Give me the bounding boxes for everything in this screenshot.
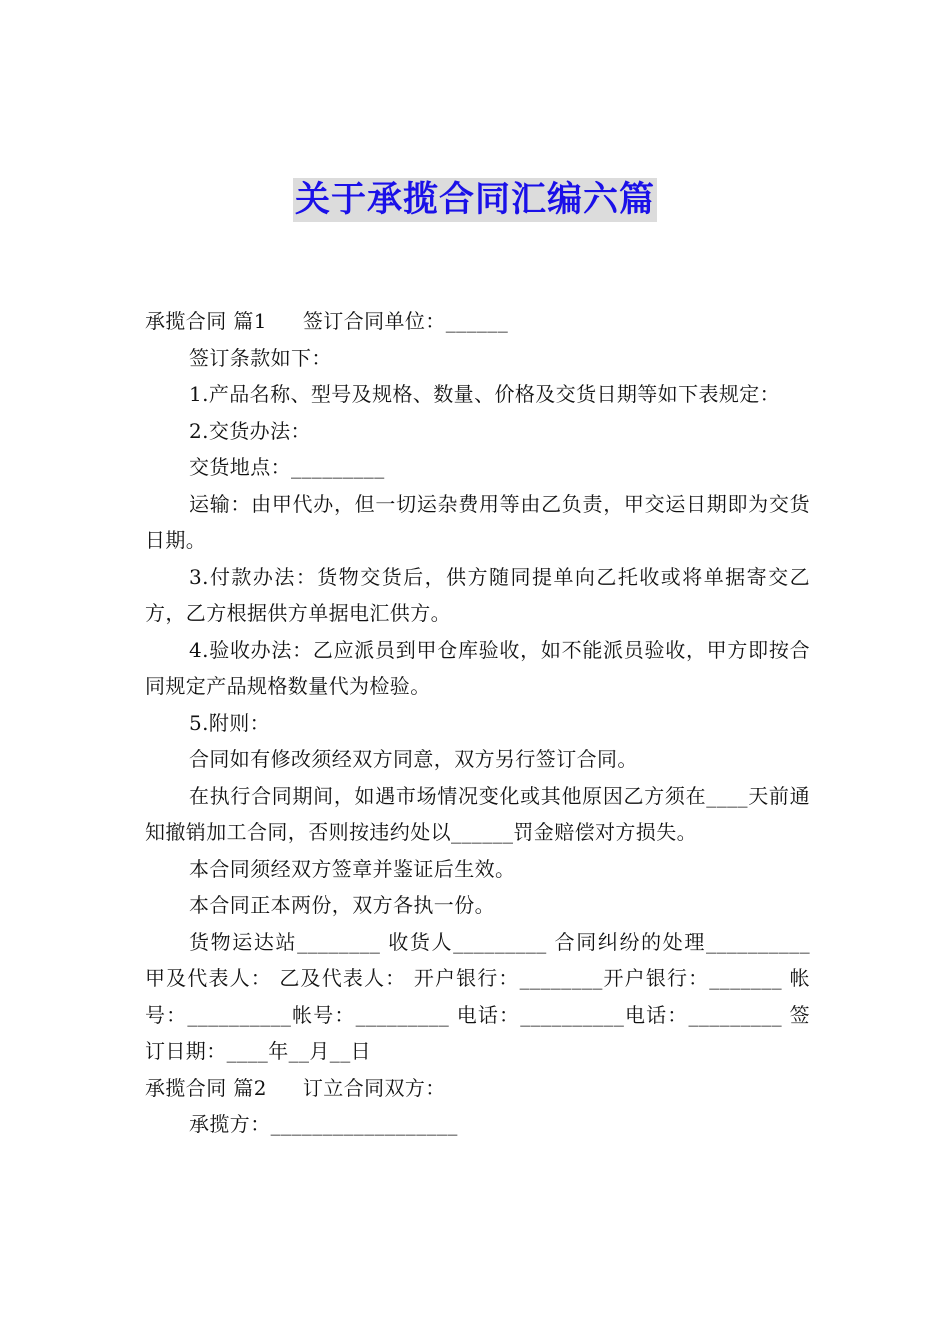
section-heading <box>145 1070 810 1107</box>
paragraph: 本合同正本两份，双方各执一份。 <box>189 893 495 917</box>
paragraph: 5.附则： <box>189 710 271 735</box>
section-heading-tail: 签订合同单位：______ <box>302 309 509 333</box>
section-heading <box>145 303 810 340</box>
paragraph: 4.验收办法：乙应派员到甲仓库验收，如不能派员验收，甲方即按合同规定产品规格数量代为检验。 <box>145 637 810 698</box>
paragraph: 合同如有修改须经双方同意，双方另行签订合同。 <box>189 747 638 771</box>
paragraph: 签订条款如下： <box>189 345 332 370</box>
section-heading-label: 承揽合同 篇1 <box>145 309 267 333</box>
paragraph: 1.产品名称、型号及规格、数量、价格及交货日期等如下表规定： <box>189 382 781 406</box>
title-container <box>0 178 950 222</box>
document-body <box>145 303 810 1143</box>
paragraph: 在执行合同期间，如遇市场情况变化或其他原因乙方须在____天前通知撤销加工合同，否则按违约处以______罚金赔偿对方损失。 <box>145 783 810 844</box>
section-heading-tail: 订立合同双方： <box>302 1075 446 1100</box>
paragraph: 承揽方：__________________ <box>189 1112 458 1136</box>
paragraph: 货物运达站________ 收货人_________ 合同纠纷的处理__________ 甲及代表人： 乙及代表人： 开户银行：________开户银行：_______ 帐号：__________帐号：_________ 电话：__________电话：_________ 签订日期：____年__月__日 <box>145 929 810 1063</box>
paragraph: 运输：由甲代办，但一切运杂费用等由乙负责，甲交运日期即为交货日期。 <box>145 491 810 552</box>
paragraph: 交货地点：_________ <box>189 455 385 479</box>
document-title: 关于承揽合同汇编六篇 <box>294 180 655 220</box>
section-heading-label: 承揽合同 篇2 <box>145 1075 267 1100</box>
paragraph: 2.交货办法： <box>189 418 311 443</box>
paragraph: 3.付款办法：货物交货后，供方随同提单向乙托收或将单据寄交乙方，乙方根据供方单据电汇供方。 <box>145 564 810 625</box>
paragraph: 本合同须经双方签章并鉴证后生效。 <box>189 856 516 881</box>
